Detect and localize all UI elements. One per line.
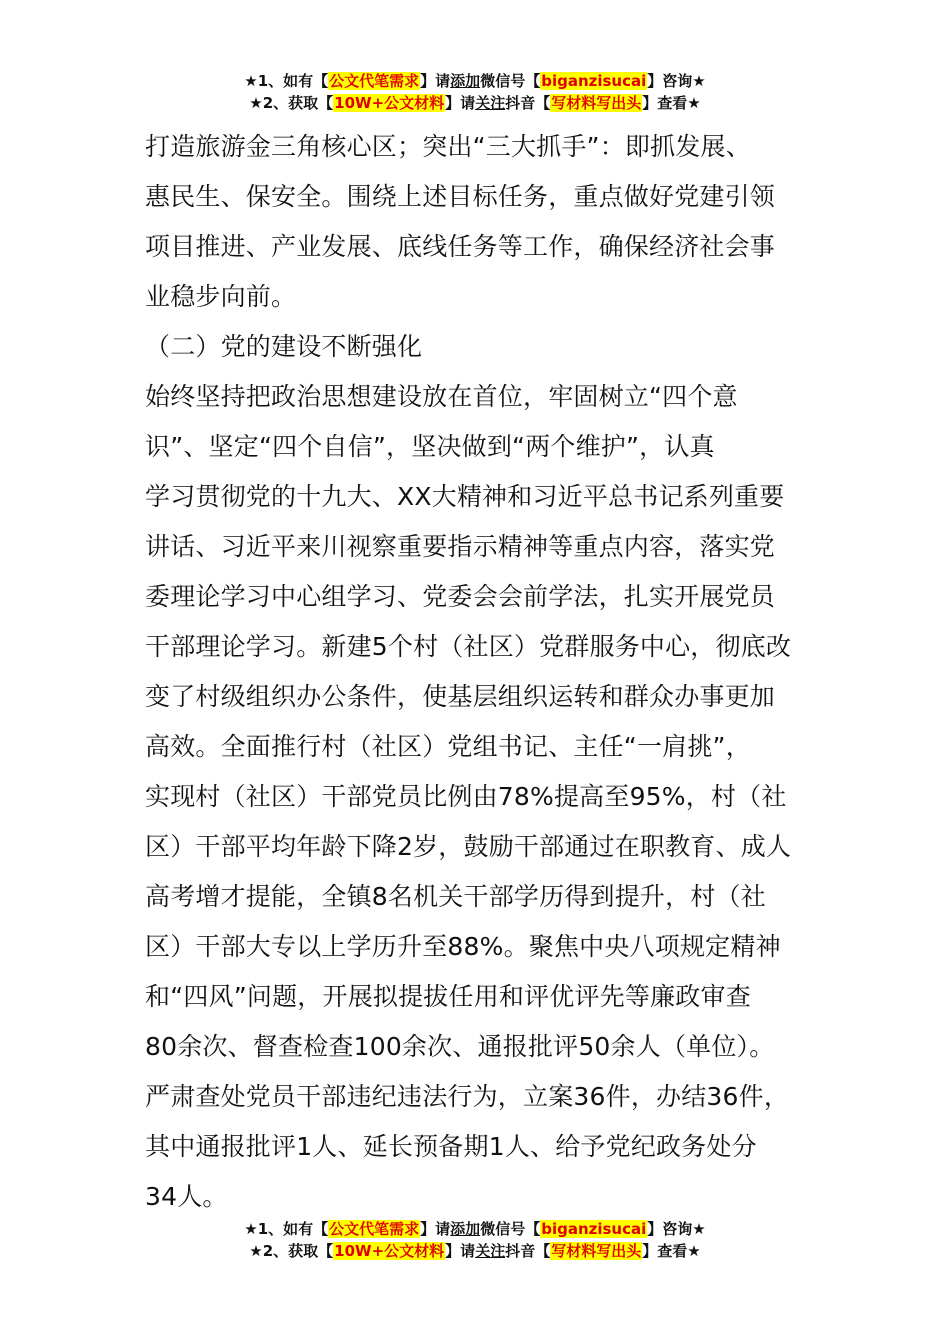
text-line: （二）党的建设不断强化 — [145, 332, 423, 361]
promo-line-2: ★2、获取【10W+公文材料】请关注抖音【写材料写出头】查看★ — [249, 94, 701, 112]
promo-banner-bottom — [0, 1218, 950, 1262]
text-line: 惠民生、保安全。围绕上述目标任务，重点做好党建引领 — [145, 182, 776, 211]
star-icon: ★ — [692, 1220, 706, 1238]
promo-line-1: ★1、如有【公文代笔需求】请添加微信号【biganzisucai】咨询★ — [244, 1220, 706, 1238]
text-line: 严肃查处党员干部违纪违法行为，立案36件，办结36件， — [145, 1082, 790, 1111]
highlight-materials: 10W+公文材料 — [334, 94, 445, 112]
promo-line-2: ★2、获取【10W+公文材料】请关注抖音【写材料写出头】查看★ — [249, 1242, 701, 1260]
text-line: 学习贯彻党的十九大、XX大精神和习近平总书记系列重要 — [145, 482, 785, 511]
text-line: 变了村级组织办公条件，使基层组织运转和群众办事更加 — [145, 682, 776, 711]
text-line: 高考增才提能，全镇8名机关干部学历得到提升，村（社 — [145, 882, 766, 911]
highlight-douyin: 写材料写出头 — [551, 1242, 642, 1260]
text-line: 始终坚持把政治思想建设放在首位，牢固树立“四个意 — [145, 382, 738, 411]
star-icon: ★ — [249, 94, 263, 112]
highlight-materials: 10W+公文材料 — [334, 1242, 445, 1260]
text-line: 业稳步向前。 — [145, 282, 297, 311]
text-line: 和“四风”问题，开展拟提拔任用和评优评先等廉政审查 — [145, 982, 751, 1011]
text-line: 委理论学习中心组学习、党委会会前学法，扎实开展党员 — [145, 582, 776, 611]
highlight-service: 公文代笔需求 — [329, 1220, 420, 1238]
highlight-wechat-id: biganzisucai — [541, 1220, 647, 1238]
highlight-service: 公文代笔需求 — [329, 72, 420, 90]
promo-line-1: ★1、如有【公文代笔需求】请添加微信号【biganzisucai】咨询★ — [244, 72, 706, 90]
text-line: 讲话、习近平来川视察重要指示精神等重点内容，落实党 — [145, 532, 776, 561]
text-line: 区）干部大专以上学历升至88%。聚焦中央八项规定精神 — [145, 932, 781, 961]
text-line: 34人。 — [145, 1182, 228, 1211]
highlight-douyin: 写材料写出头 — [551, 94, 642, 112]
text-line: 高效。全面推行村（社区）党组书记、主任“一肩挑”， — [145, 732, 751, 761]
document-body — [145, 122, 815, 1222]
text-line: 识”、坚定“四个自信”，坚决做到“两个维护”，认真 — [145, 432, 715, 461]
text-line: 实现村（社区）干部党员比例由78%提高至95%，村（社 — [145, 782, 787, 811]
star-icon: ★ — [692, 72, 706, 90]
star-icon: ★ — [249, 1242, 263, 1260]
text-line: 其中通报批评1人、延长预备期1人、给予党纪政务处分 — [145, 1132, 757, 1161]
text-line: 项目推进、产业发展、底线任务等工作，确保经济社会事 — [145, 232, 776, 261]
text-line: 区）干部平均年龄下降2岁，鼓励干部通过在职教育、成人 — [145, 832, 792, 861]
star-icon: ★ — [244, 1220, 258, 1238]
promo-banner-top — [0, 70, 950, 114]
star-icon: ★ — [687, 94, 701, 112]
text-line: 打造旅游金三角核心区；突出“三大抓手”：即抓发展、 — [145, 132, 751, 161]
text-line: 干部理论学习。新建5个村（社区）党群服务中心，彻底改 — [145, 632, 792, 661]
star-icon: ★ — [244, 72, 258, 90]
star-icon: ★ — [687, 1242, 701, 1260]
text-line: 80余次、督查检查100余次、通报批评50余人（单位）。 — [145, 1032, 775, 1061]
highlight-wechat-id: biganzisucai — [541, 72, 647, 90]
